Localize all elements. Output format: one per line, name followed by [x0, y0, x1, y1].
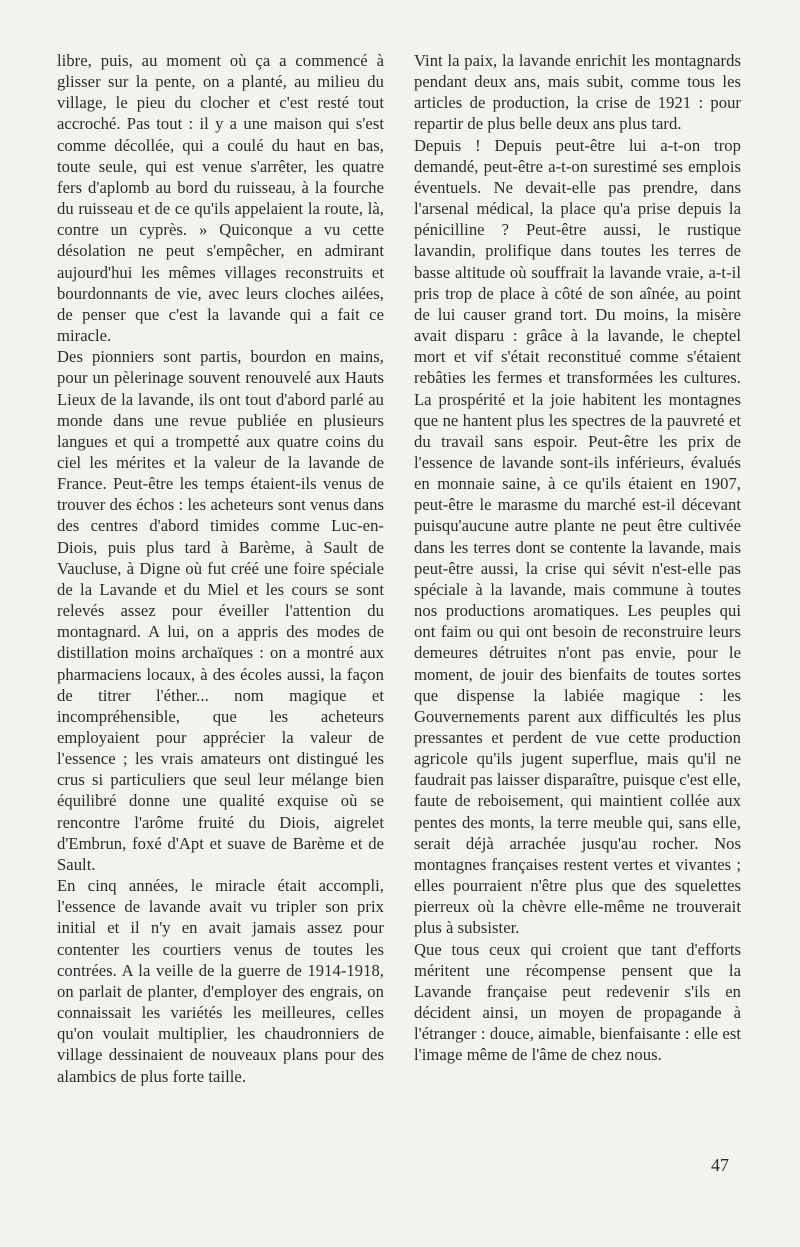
right-text-column	[414, 50, 741, 1066]
paragraph: Vint la paix, la lavande enrichit les montagnards pendant deux ans, mais subit, comme tous les articles de production, la crise de 1921 : pour repartir de plus belle deux ans plus tard.	[414, 51, 741, 134]
page-number: 47	[711, 1155, 729, 1175]
paragraph: Des pionniers sont partis, bourdon en mains, pour un pèlerinage souvent renouvelé aux Hauts Lieux de la lavande, ils ont tout d'abord parlé au monde dans une revue publiée en plusieurs langues et qui a trompetté aux quatre coins du ciel les mérites et la valeur de la lavande de France. Peut-être les temps étaient-ils venus de trouver des échos : les acheteurs sont venus dans des centres d'abord timides comme Luc-en-Diois, puis plus tard à Barème, à Sault de Vaucluse, à Digne où fut créé une foire spéciale de la Lavande et du Miel et les cours se sont relevés assez pour éveiller l'attention du montagnard. A lui, on a appris des modes de distillation moins archaïques : on a montré aux pharmaciens locaux, à des écoles aussi, la façon de titrer l'éther... nom magique et incompréhensible, que les acheteurs employaient pour apprécier la valeur de l'essence ; les vrais amateurs ont distingué les crus si particuliers que seul leur mélange bien équilibré donne une qualité exquise où se rencontre l'arôme fruité du Diois, aigrelet d'Embrun, foxé d'Apt et suave de Barème et de Sault.	[57, 347, 384, 874]
paragraph: libre, puis, au moment où ça a commencé à glisser sur la pente, on a planté, au milieu du village, le pieu du clocher et c'est resté tout accroché. Pas tout : il y a une maison qui s'est comme décollée, qui a coulé du haut en bas, toute seule, qui est venue s'arrêter, les quatre fers d'aplomb au bord du ruisseau, à la fourche du ruisseau et de ce qu'ils appelaient la route, là, contre un cyprès. » Quiconque a vu cette désolation ne peut s'empêcher, en admirant aujourd'hui les mêmes villages reconstruits et bourdonnants de vie, avec leurs cloches ailées, de penser que c'est la lavande qui a fait ce miracle.	[57, 51, 384, 346]
paragraph: Que tous ceux qui croient que tant d'efforts méritent une récompense pensent que la Lavande française peut redevenir s'ils en décident ainsi, un moyen de propagande à l'étranger : douce, aimable, bienfaisante : elle est l'image même de l'âme de chez nous.	[414, 939, 741, 1065]
paragraph: En cinq années, le miracle était accompli, l'essence de lavande avait vu tripler son prix initial et il n'y en avait jamais assez pour contenter les courtiers venus de toutes les contrées. A la veille de la guerre de 1914-1918, on parlait de planter, d'employer des engrais, on connaissait les variétés les meilleures, celles qu'on voulait multiplier, les chaudronniers de village dessinaient de nouveaux plans pour des alambics de plus forte taille.	[57, 876, 384, 1086]
left-text-column	[57, 50, 384, 1087]
paragraph: Depuis ! Depuis peut-être lui a-t-on trop demandé, peut-être a-t-on surestimé ses emplois éventuels. Ne devait-elle pas prendre, dans l'arsenal médical, la place qu'a prise depuis la pénicilline ? Peut-être aussi, le rustique lavandin, prolifique dans toutes les terres de basse altitude où souffrait la lavande vraie, a-t-il pris trop de place à côté de son aînée, au point de lui causer grand tort. Du moins, la misère avait disparu : grâce à la lavande, le cheptel mort et vif s'était reconstitué comme s'étaient rebâties les fermes et transformées les cultures. La prospérité et la joie habitent les montagnes que ne hantent plus les spectres de la pauvreté et du travail sans espoir. Peut-être les prix de l'essence de lavande sont-ils inférieurs, évalués en monnaie saine, à ce qu'ils étaient en 1907, peut-être le marasme du marché est-il décevant puisqu'aucune autre plante ne peut être cultivée dans les terres dont se contente la lavande, mais peut-être aussi, la crise qui sévit n'est-elle pas spéciale à la lavande, mais commune à toutes nos productions aromatiques. Les peuples qui ont faim ou qui ont besoin de reconstruire leurs demeures détruites n'ont pas envie, pour le moment, de jouir des bienfaits de toutes sortes que dispense la labiée magique : les Gouvernements parent aux difficultés les plus pressantes et perdent de vue cette production agricole qu'ils jugent superflue, mais qu'il ne faudrait pas laisser disparaître, puisque c'est elle, faute de reboisement, qui maintient collée aux pentes des monts, la terre meuble qui, sans elle, serait déjà arrachée jusqu'au rocher. Nos montagnes françaises restent vertes et vivantes ; elles pourraient n'être plus que des squelettes pierreux où la chèvre elle-même ne trouverait plus à subsister.	[414, 135, 741, 938]
